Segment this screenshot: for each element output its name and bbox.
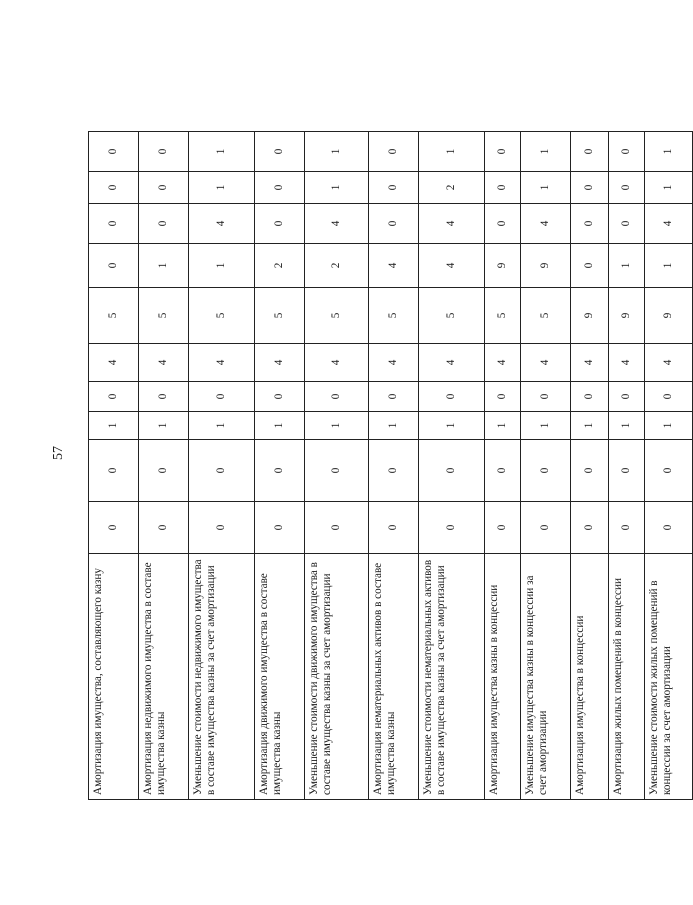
amortization-table — [88, 131, 693, 800]
page-number: 57 — [51, 446, 66, 460]
code-digit-cell: 1 — [419, 412, 485, 440]
code-digit-cell: 0 — [419, 440, 485, 502]
code-digit-cell: 4 — [305, 344, 369, 382]
table-row — [369, 132, 419, 800]
code-digit-cell: 0 — [521, 440, 571, 502]
code-digit-cell: 5 — [189, 288, 255, 344]
code-digit-cell: 4 — [419, 204, 485, 244]
code-digit-cell: 0 — [255, 382, 305, 412]
code-digit-cell: 4 — [369, 244, 419, 288]
row-name-cell: Уменьшение стоимости движимого имущества в составе имущества казны за счет амортизации — [305, 554, 369, 800]
code-digit-cell: 1 — [305, 412, 369, 440]
code-digit-cell: 0 — [571, 502, 609, 554]
code-digit-cell: 0 — [139, 440, 189, 502]
code-digit-cell: 5 — [419, 288, 485, 344]
code-digit-cell: 0 — [369, 172, 419, 204]
code-digit-cell: 0 — [255, 440, 305, 502]
code-digit-cell: 4 — [645, 344, 693, 382]
code-digit-cell: 0 — [369, 382, 419, 412]
code-digit-cell: 0 — [89, 502, 139, 554]
code-digit-cell: 1 — [645, 172, 693, 204]
code-digit-cell: 4 — [139, 344, 189, 382]
code-digit-cell: 1 — [305, 172, 369, 204]
table-row — [521, 132, 571, 800]
code-digit-cell: 0 — [571, 440, 609, 502]
code-digit-cell: 9 — [571, 288, 609, 344]
code-digit-cell: 0 — [189, 382, 255, 412]
code-digit-cell: 4 — [255, 344, 305, 382]
code-digit-cell: 5 — [485, 288, 521, 344]
code-digit-cell: 0 — [255, 172, 305, 204]
code-digit-cell: 0 — [521, 502, 571, 554]
table-rotator — [88, 132, 675, 800]
code-digit-cell: 0 — [521, 382, 571, 412]
code-digit-cell: 0 — [369, 132, 419, 172]
code-digit-cell: 5 — [255, 288, 305, 344]
code-digit-cell: 0 — [571, 132, 609, 172]
code-digit-cell: 5 — [139, 288, 189, 344]
code-digit-cell: 4 — [485, 344, 521, 382]
code-digit-cell: 5 — [521, 288, 571, 344]
code-digit-cell: 1 — [189, 244, 255, 288]
code-digit-cell: 1 — [369, 412, 419, 440]
code-digit-cell: 9 — [609, 288, 645, 344]
code-digit-cell: 9 — [645, 288, 693, 344]
code-digit-cell: 0 — [485, 132, 521, 172]
table-row — [609, 132, 645, 800]
code-digit-cell: 0 — [645, 502, 693, 554]
code-digit-cell: 1 — [419, 132, 485, 172]
code-digit-cell: 0 — [369, 502, 419, 554]
code-digit-cell: 0 — [485, 382, 521, 412]
table-row — [305, 132, 369, 800]
code-digit-cell: 4 — [645, 204, 693, 244]
row-name-cell: Амортизация имущества в концессии — [571, 554, 609, 800]
code-digit-cell: 4 — [305, 204, 369, 244]
code-digit-cell: 4 — [419, 344, 485, 382]
code-digit-cell: 0 — [89, 204, 139, 244]
code-digit-cell: 4 — [521, 344, 571, 382]
code-digit-cell: 0 — [609, 382, 645, 412]
code-digit-cell: 5 — [305, 288, 369, 344]
code-digit-cell: 0 — [189, 440, 255, 502]
code-digit-cell: 0 — [419, 382, 485, 412]
code-digit-cell: 4 — [419, 244, 485, 288]
rotated-table-container — [88, 132, 675, 800]
row-name-cell: Уменьшение стоимости недвижимого имущества в составе имущества казны за счет амортизации — [189, 554, 255, 800]
row-name-cell: Амортизация имущества казны в концессии — [485, 554, 521, 800]
code-digit-cell: 0 — [609, 132, 645, 172]
code-digit-cell: 0 — [571, 172, 609, 204]
code-digit-cell: 0 — [89, 132, 139, 172]
code-digit-cell: 0 — [89, 172, 139, 204]
row-name-cell: Уменьшение имущества казны в концессии за счет амортизации — [521, 554, 571, 800]
code-digit-cell: 1 — [305, 132, 369, 172]
code-digit-cell: 2 — [255, 244, 305, 288]
code-digit-cell: 0 — [255, 502, 305, 554]
row-name-cell: Амортизация жилых помещений в концессии — [609, 554, 645, 800]
code-digit-cell: 1 — [645, 244, 693, 288]
code-digit-cell: 0 — [419, 502, 485, 554]
code-digit-cell: 0 — [571, 382, 609, 412]
code-digit-cell: 1 — [189, 412, 255, 440]
code-digit-cell: 4 — [189, 344, 255, 382]
code-digit-cell: 1 — [571, 412, 609, 440]
code-digit-cell: 9 — [485, 244, 521, 288]
table-row — [419, 132, 485, 800]
code-digit-cell: 0 — [89, 382, 139, 412]
row-name-cell: Амортизация имущества, составляющего казну — [89, 554, 139, 800]
code-digit-cell: 4 — [89, 344, 139, 382]
table-row — [139, 132, 189, 800]
code-digit-cell: 0 — [305, 440, 369, 502]
code-digit-cell: 0 — [139, 382, 189, 412]
code-digit-cell: 0 — [485, 502, 521, 554]
code-digit-cell: 1 — [139, 412, 189, 440]
code-digit-cell: 4 — [521, 204, 571, 244]
row-name-cell: Амортизация движимого имущества в составе имущества казны — [255, 554, 305, 800]
code-digit-cell: 0 — [485, 172, 521, 204]
code-digit-cell: 0 — [305, 382, 369, 412]
row-name-cell: Уменьшение стоимости жилых помещений в концессии за счет амортизации — [645, 554, 693, 800]
code-digit-cell: 1 — [89, 412, 139, 440]
code-digit-cell: 5 — [369, 288, 419, 344]
code-digit-cell: 1 — [645, 412, 693, 440]
code-digit-cell: 0 — [89, 440, 139, 502]
code-digit-cell: 0 — [571, 244, 609, 288]
table-row — [89, 132, 139, 800]
code-digit-cell: 0 — [255, 132, 305, 172]
code-digit-cell: 1 — [609, 244, 645, 288]
code-digit-cell: 1 — [139, 244, 189, 288]
code-digit-cell: 5 — [89, 288, 139, 344]
code-digit-cell: 4 — [571, 344, 609, 382]
table-row — [189, 132, 255, 800]
code-digit-cell: 0 — [485, 440, 521, 502]
code-digit-cell: 4 — [609, 344, 645, 382]
code-digit-cell: 1 — [255, 412, 305, 440]
code-digit-cell: 0 — [609, 172, 645, 204]
code-digit-cell: 0 — [609, 440, 645, 502]
code-digit-cell: 0 — [139, 502, 189, 554]
code-digit-cell: 0 — [305, 502, 369, 554]
code-digit-cell: 0 — [609, 204, 645, 244]
row-name-cell: Амортизация недвижимого имущества в составе имущества казны — [139, 554, 189, 800]
code-digit-cell: 4 — [369, 344, 419, 382]
code-digit-cell: 0 — [139, 132, 189, 172]
code-digit-cell: 1 — [521, 412, 571, 440]
code-digit-cell: 1 — [645, 132, 693, 172]
code-digit-cell: 0 — [139, 204, 189, 244]
row-name-cell: Амортизация нематериальных активов в составе имущества казны — [369, 554, 419, 800]
code-digit-cell: 2 — [305, 244, 369, 288]
row-name-cell: Уменьшение стоимости нематериальных активов в составе имущества казны за счет амортизации — [419, 554, 485, 800]
table-row — [571, 132, 609, 800]
code-digit-cell: 0 — [369, 440, 419, 502]
code-digit-cell: 0 — [189, 502, 255, 554]
code-digit-cell: 0 — [89, 244, 139, 288]
table-row — [255, 132, 305, 800]
code-digit-cell: 0 — [139, 172, 189, 204]
code-digit-cell: 1 — [189, 172, 255, 204]
code-digit-cell: 1 — [609, 412, 645, 440]
table-row — [485, 132, 521, 800]
table-row — [645, 132, 693, 800]
code-digit-cell: 2 — [419, 172, 485, 204]
code-digit-cell: 0 — [645, 382, 693, 412]
code-digit-cell: 9 — [521, 244, 571, 288]
code-digit-cell: 0 — [255, 204, 305, 244]
code-digit-cell: 0 — [645, 440, 693, 502]
code-digit-cell: 0 — [571, 204, 609, 244]
code-digit-cell: 1 — [485, 412, 521, 440]
code-digit-cell: 4 — [189, 204, 255, 244]
code-digit-cell: 0 — [369, 204, 419, 244]
code-digit-cell: 0 — [609, 502, 645, 554]
code-digit-cell: 1 — [521, 132, 571, 172]
code-digit-cell: 0 — [485, 204, 521, 244]
code-digit-cell: 1 — [521, 172, 571, 204]
table-body — [89, 132, 693, 800]
code-digit-cell: 1 — [189, 132, 255, 172]
